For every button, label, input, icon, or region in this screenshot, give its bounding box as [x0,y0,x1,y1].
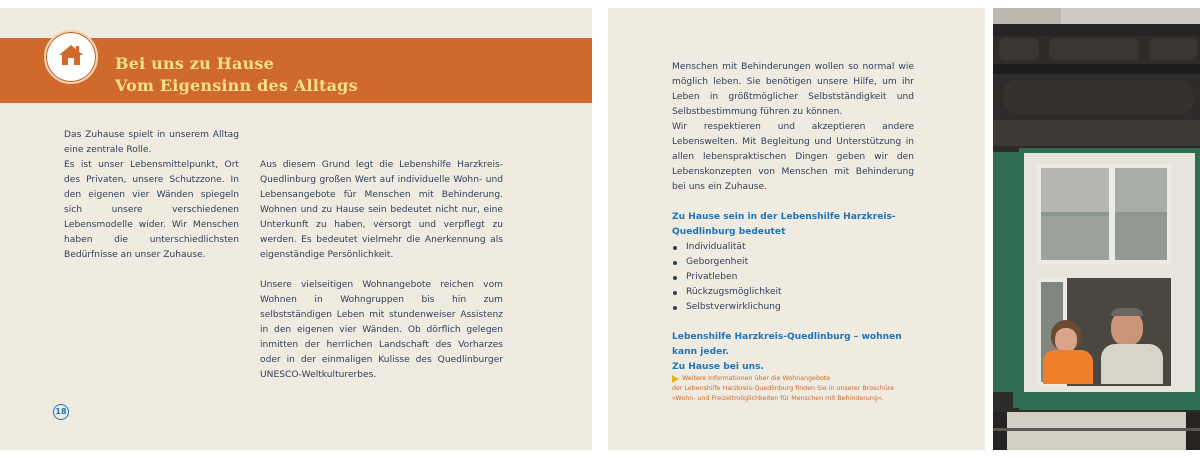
window-photo [993,8,1200,450]
timber-beam [993,24,1200,36]
paragraph: Aus diesem Grund legt die Lebenshilfe Harzkreis-Quedlinburg großen Wert auf individuelle Wohn- und Lebensangebote für Menschen mit Behinderung. Wohnen und zu Hause sein bedeutet nicht nur, eine Unterkunft zu haben, versorgt und verpflegt zu werden. Es bedeutet vielmehr die Anerkennung als eigenständige Persönlichkeit. [260,160,503,260]
text-column-left [64,128,239,263]
right-text-block [672,60,914,375]
list-item: Geborgenheit [672,255,914,270]
carved-ornament [1049,38,1139,60]
house-badge [44,30,98,84]
window-pane [1115,168,1167,212]
note-line: »Wohn- und Freizeitmöglichkeiten für Menschen mit Behinderung«. [672,395,884,402]
note-line: der Lebenshilfe Harzkreis-Quedlinburg finden Sie in unserer Broschüre [672,385,895,392]
plaster-wall [993,412,1200,450]
person-shirt [1043,350,1093,384]
page-title: Bei uns zu Hause [115,54,274,73]
paragraph: Menschen mit Behinderungen wollen so normal wie möglich leben. Sie benötigen unsere Hilfe, um ihr Leben in größtmöglicher Selbstständigkeit und Selbstbestimmung führen zu können. [672,62,914,117]
window-sill [1013,392,1200,408]
title-band [0,38,592,103]
bullet-list [672,240,914,315]
timber-beam [993,412,1007,450]
window-pane [1115,216,1167,260]
plaster-top-right [1061,8,1200,24]
person-face [1055,328,1077,352]
text-column-right [260,158,503,383]
closing-line: Lebenshilfe Harzkreis-Quedlinburg – wohnen kann jeder. [672,332,902,357]
person-shirt [1101,344,1163,384]
window-pane [1041,216,1109,260]
carved-ornament [1003,80,1193,114]
timber-beam [1186,412,1200,450]
subheading: Zu Hause sein in der Lebenshilfe Harzkreis-Quedlinburg bedeutet [672,212,896,237]
right-page [608,8,985,450]
paragraph: Unsere vielseitigen Wohnangebote reichen vom Wohnen in Wohngruppen bis hin zum selbstständigen Leben mit stundenweiser Assistenz in den eigenen vier Wänden. Ob dörflich gelegen inmitten der herrlichen Landschaft des Vorharzes oder in der einmaligen Kulisse des Quedlinburger UNESCO-Weltkulturerbes. [260,280,503,380]
list-item: Selbstverwirklichung [672,300,914,315]
left-page [0,8,592,450]
window-shutter [993,152,1019,392]
timber-beam [993,120,1200,146]
brochure-note [672,374,932,404]
carved-ornament [1149,38,1197,60]
carved-ornament [999,38,1039,60]
timber-beam [993,428,1200,431]
list-item: Individualität [672,240,914,255]
paragraph: Wir respektieren und akzeptieren andere Lebenswelten. Mit Begleitung und Unterstützung in allen lebenspraktischen Dingen geben wir den Lebenskonzepten von Menschen mit Behinderung bei uns ein Zuhause. [672,122,914,192]
house-icon [58,43,84,67]
list-item: Rückzugsmöglichkeit [672,285,914,300]
note-line: Weitere Informationen über die Wohnangebote [682,375,831,382]
list-item: Privatleben [672,270,914,285]
paragraph: Es ist unser Lebensmittelpunkt, Ort des Privaten, unsere Schutzzone. In den eigenen vier Wänden spiegeln sich unsere verschiedenen Lebensmodelle wider. Wir Menschen haben die unterschiedlichsten Bedürfnisse an unser Zuhause. [64,160,239,260]
page-number: 18 [53,404,69,420]
timber-beam [993,64,1200,74]
closing-line: Zu Hause bei uns. [672,362,764,372]
paragraph: Das Zuhause spielt in unserem Alltag eine zentrale Rolle. [64,130,239,155]
triangle-marker-icon [672,375,679,383]
page-subtitle: Vom Eigensinn des Alltags [115,76,358,95]
person-hair [1111,308,1143,316]
window-pane [1041,168,1109,212]
